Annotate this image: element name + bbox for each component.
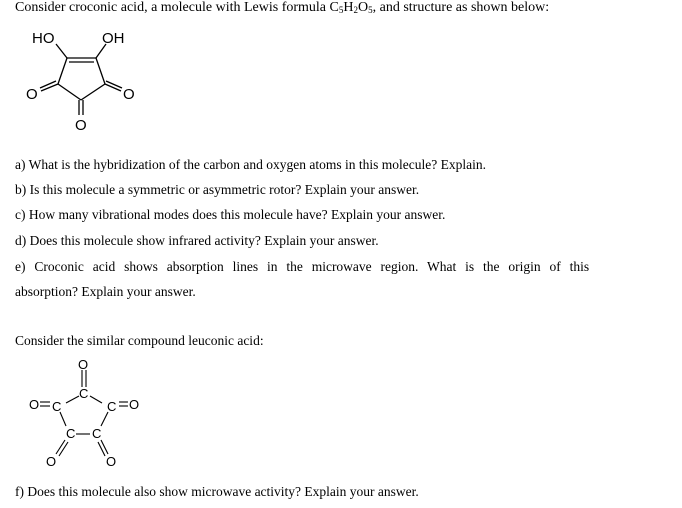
croconic-acid-structure — [20, 22, 160, 134]
atom-o-bottom-left: O — [46, 454, 57, 466]
atom-o-left: O — [29, 397, 40, 412]
atom-o-right: O — [129, 397, 140, 412]
atom-o-right: O — [123, 86, 135, 103]
atom-c-bottom-left: C — [66, 426, 76, 441]
atom-ho: HO — [32, 30, 55, 47]
question-f: f) Does this molecule also show microwave activity? Explain your answer. — [15, 484, 419, 499]
leuconic-intro: Consider the similar compound leuconic acid: — [15, 333, 264, 348]
atom-o-bottom-right: O — [106, 454, 117, 466]
atom-c-bottom-right: C — [92, 426, 102, 441]
atom-o-bottom: O — [75, 117, 87, 134]
intro-text — [15, 0, 549, 16]
chemical-formula: $C_5H_2O_5$ — [329, 0, 373, 15]
atom-o-top: O — [78, 357, 89, 372]
question-d: d) Does this molecule show infrared activity? Explain your answer. — [15, 233, 379, 248]
atom-oh: OH — [102, 30, 125, 47]
atom-o-left: O — [26, 86, 38, 103]
question-a: a) What is the hybridization of the carbon and oxygen atoms in this molecule? Explain. — [15, 157, 486, 172]
atom-c-left: C — [52, 399, 62, 414]
question-c: c) How many vibrational modes does this molecule have? Explain your answer. — [15, 207, 446, 222]
atom-c-top: C — [79, 386, 89, 401]
question-b: b) Is this molecule a symmetric or asymmetric rotor? Explain your answer. — [15, 182, 420, 197]
atom-c-right: C — [107, 399, 117, 414]
intro-after: , and structure as shown below: — [372, 0, 550, 15]
question-e-line2: absorption? Explain your answer. — [15, 284, 196, 299]
intro-before: Consider croconic acid, a molecule with Lewis formula — [15, 0, 330, 15]
leuconic-acid-structure — [26, 356, 146, 466]
question-e-line1: e) Croconic acid shows absorption lines in the microwave region. What is the origin of this — [15, 259, 590, 274]
